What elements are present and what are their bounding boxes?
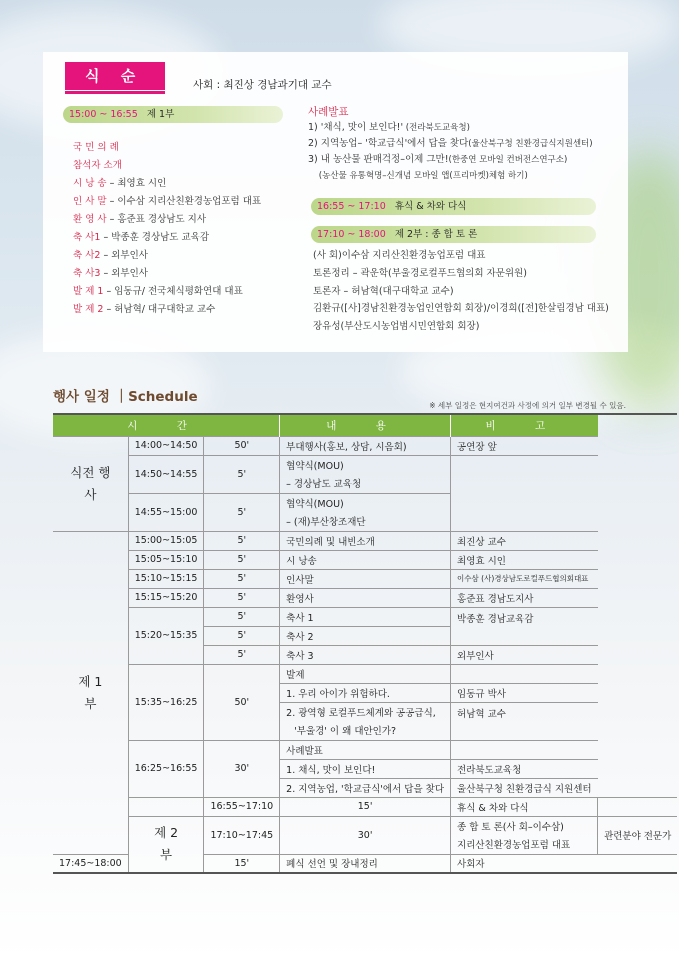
cell-duration: 5' (204, 455, 280, 493)
list-item: 3) 내 농산물 판매걱정–이제 그만!(한중연 모바일 컨버전스연구소) (308, 154, 568, 165)
cell-time: 15:00~15:05 (128, 531, 204, 550)
cell-duration: 5' (204, 531, 280, 550)
break-pill: 16:55 ~ 17:10 휴식 & 차와 다식 (311, 198, 596, 215)
cell-note: 최영효 시인 (451, 550, 598, 569)
cell-content: – 경상남도 교육청 (280, 474, 451, 493)
cell-content: 지리산친환경농업포럼 대표 (451, 835, 598, 854)
list-item: 장유성(부산도시농업범시민연합회 회장) (313, 321, 480, 333)
table-row (53, 588, 677, 607)
cell-note: 박종훈 경남교육감 (451, 607, 598, 645)
table-row (53, 797, 677, 816)
cell-content: – (재)부산창조재단 (280, 512, 451, 531)
case-presentations (308, 104, 593, 184)
table-header (53, 414, 677, 436)
cell-content: 협약식(MOU) (280, 455, 451, 474)
list-item: 축 사1 – 박종훈 경상남도 교육감 (73, 232, 210, 243)
list-item: 참석자 소개 (73, 160, 122, 171)
table-row (53, 455, 677, 474)
cell-duration: 15' (204, 854, 280, 873)
cell-content: 인사말 (280, 569, 451, 588)
list-item: 1) '채식, 맛이 보인다!' (전라북도교육청) (308, 122, 470, 133)
cell-content: 환영사 (280, 588, 451, 607)
cell-time: 14:00~14:50 (128, 436, 204, 455)
cell-time: 15:15~15:20 (128, 588, 204, 607)
schedule-title: 행사 일정 ｜Schedule (53, 389, 198, 405)
cell-time: 16:55~17:10 (204, 797, 280, 816)
list-item: 국 민 의 례 (73, 142, 119, 153)
group-pre: 식전 행사 (53, 436, 128, 531)
list-item: (농산물 유통혁명–신개념 모바일 앱(프리마켓)체험 하기) (308, 171, 528, 181)
cell-time: 17:45~18:00 (53, 854, 128, 873)
cell-note: 관련분야 전문가 (598, 816, 678, 854)
cell-content: 축사 3 (280, 645, 451, 664)
cell-time: 15:35~16:25 (128, 664, 204, 740)
cell-time: 17:10~17:45 (204, 816, 280, 854)
cell-duration: 50' (204, 436, 280, 455)
group-part2: 제 2 부 (128, 816, 204, 873)
cell-note: 외부인사 (451, 645, 598, 664)
cell-duration: 5' (204, 607, 280, 626)
cell-duration: 50' (204, 664, 280, 740)
header-time: 시 간 (53, 414, 280, 436)
session1-pill (63, 106, 283, 123)
cell-content: 국민의례 및 내빈소개 (280, 531, 451, 550)
table-row (53, 816, 677, 835)
schedule-table (53, 413, 677, 874)
header-content: 내 용 (280, 414, 451, 436)
order-panel (43, 52, 628, 352)
cell-content: 휴식 & 차와 다식 (451, 797, 598, 816)
table-row (53, 664, 677, 683)
case-title: 사례발표 (308, 106, 349, 118)
cell-content: 2. 광역형 로컬푸드체계와 공공급식, (280, 702, 451, 721)
cell-note (451, 740, 598, 759)
cell-time: 15:10~15:15 (128, 569, 204, 588)
cell-content: 협약식(MOU) (280, 493, 451, 512)
cell-content: 폐식 선언 및 장내정리 (280, 854, 451, 873)
list-item: 2) 지역농업– '학교급식'에서 답을 찾다(울산북구청 친환경급식지원센터) (308, 138, 593, 149)
cell-content: 1. 채식, 맛이 보인다! (280, 759, 451, 778)
cell-content: 발제 (280, 664, 451, 683)
table-row (53, 607, 677, 626)
table-row (53, 436, 677, 455)
cell-note: 울산북구청 친환경급식 지원센터 (451, 778, 598, 797)
cell-note: 공연장 앞 (451, 436, 598, 455)
cell-content: 시 낭송 (280, 550, 451, 569)
list-item: 인 사 말 – 이수삼 지리산친환경농업포럼 대표 (73, 196, 262, 207)
table-row (53, 569, 677, 588)
list-item: 발 제 2 – 허남혁/ 대구대학교 교수 (73, 304, 216, 315)
cell-duration: 15' (280, 797, 451, 816)
cell-duration: 5' (204, 645, 280, 664)
cell-note: 사회자 (451, 854, 598, 873)
list-item: 김환규([사]경남친환경농업인연합회 회장)/이경희([전]한살림경남 대표) (313, 303, 609, 315)
cell-time: 15:20~15:35 (128, 607, 204, 664)
cell-time: 15:05~15:10 (128, 550, 204, 569)
group-blank (128, 797, 204, 816)
list-item: (사 회)이수삼 지리산친환경농업포럼 대표 (313, 250, 486, 261)
list-item: 환 영 사 – 홍준표 경상남도 지사 (73, 214, 207, 225)
cell-note: 이수삼 (사)경상남도로컬푸드협의회대표 (451, 569, 598, 588)
cell-content: 축사 2 (280, 626, 451, 645)
cell-note: 임동규 박사 (451, 683, 598, 702)
cell-note (598, 797, 678, 816)
cell-note (451, 455, 598, 531)
cell-content: 사례발표 (280, 740, 451, 759)
cell-note: 홍준표 경남도지사 (451, 588, 598, 607)
list-item: 토론자 – 허남혁(대구대학교 교수) (313, 285, 454, 297)
list-item: 발 제 1 – 임동규/ 전국체식평화연대 대표 (73, 286, 243, 297)
table-row (53, 550, 677, 569)
cell-time: 16:25~16:55 (128, 740, 204, 797)
group-part1: 제 1 부 (53, 531, 128, 854)
session2-items (313, 247, 609, 336)
list-item: 축 사2 – 외부인사 (73, 250, 148, 261)
session1-time: 15:00 ~ 16:55 (69, 109, 138, 120)
session2-pill: 17:10 ~ 18:00 제 2부 : 종 합 토 론 (311, 226, 596, 243)
cell-duration: 5' (204, 588, 280, 607)
cell-note: 전라북도교육청 (451, 759, 598, 778)
session1-label: 제 1부 (146, 109, 175, 120)
cell-time: 14:50~14:55 (128, 455, 204, 493)
cell-content: 1. 우리 아이가 위험하다. (280, 683, 451, 702)
cell-content: 2. 지역농업, '학교급식'에서 답을 찾다 (280, 778, 451, 797)
cell-content: '부울경' 이 왜 대안인가? (280, 721, 451, 740)
schedule-note: ※ 세부 일정은 현지여건과 사정에 의거 일부 변경될 수 있음. (429, 401, 626, 410)
cell-duration: 5' (204, 493, 280, 531)
table-row (53, 740, 677, 759)
cell-content: 부대행사(홍보, 상담, 시음회) (280, 436, 451, 455)
cell-time: 14:55~15:00 (128, 493, 204, 531)
list-item: 토론정리 – 곽운학(부울경로컬푸드협의회 자문위원) (313, 267, 527, 279)
list-item: 시 낭 송 – 최영효 시인 (73, 178, 167, 189)
moderator: 사회 : 최진상 경남과기대 교수 (193, 79, 332, 91)
session1-items (73, 139, 261, 319)
cell-note (451, 664, 598, 683)
cell-duration: 5' (204, 569, 280, 588)
cell-content: 종 합 토 론(사 회–이수삼) (451, 816, 598, 835)
cell-duration: 5' (204, 550, 280, 569)
header-note: 비 고 (451, 414, 598, 436)
cell-note: 허남혁 교수 (451, 702, 598, 740)
cell-duration: 30' (280, 816, 451, 854)
cell-duration: 5' (204, 626, 280, 645)
cell-duration: 30' (204, 740, 280, 797)
order-title: 식 순 (65, 62, 165, 90)
list-item: 축 사3 – 외부인사 (73, 268, 148, 279)
cell-content: 축사 1 (280, 607, 451, 626)
cell-note: 최진상 교수 (451, 531, 598, 550)
table-row (53, 531, 677, 550)
